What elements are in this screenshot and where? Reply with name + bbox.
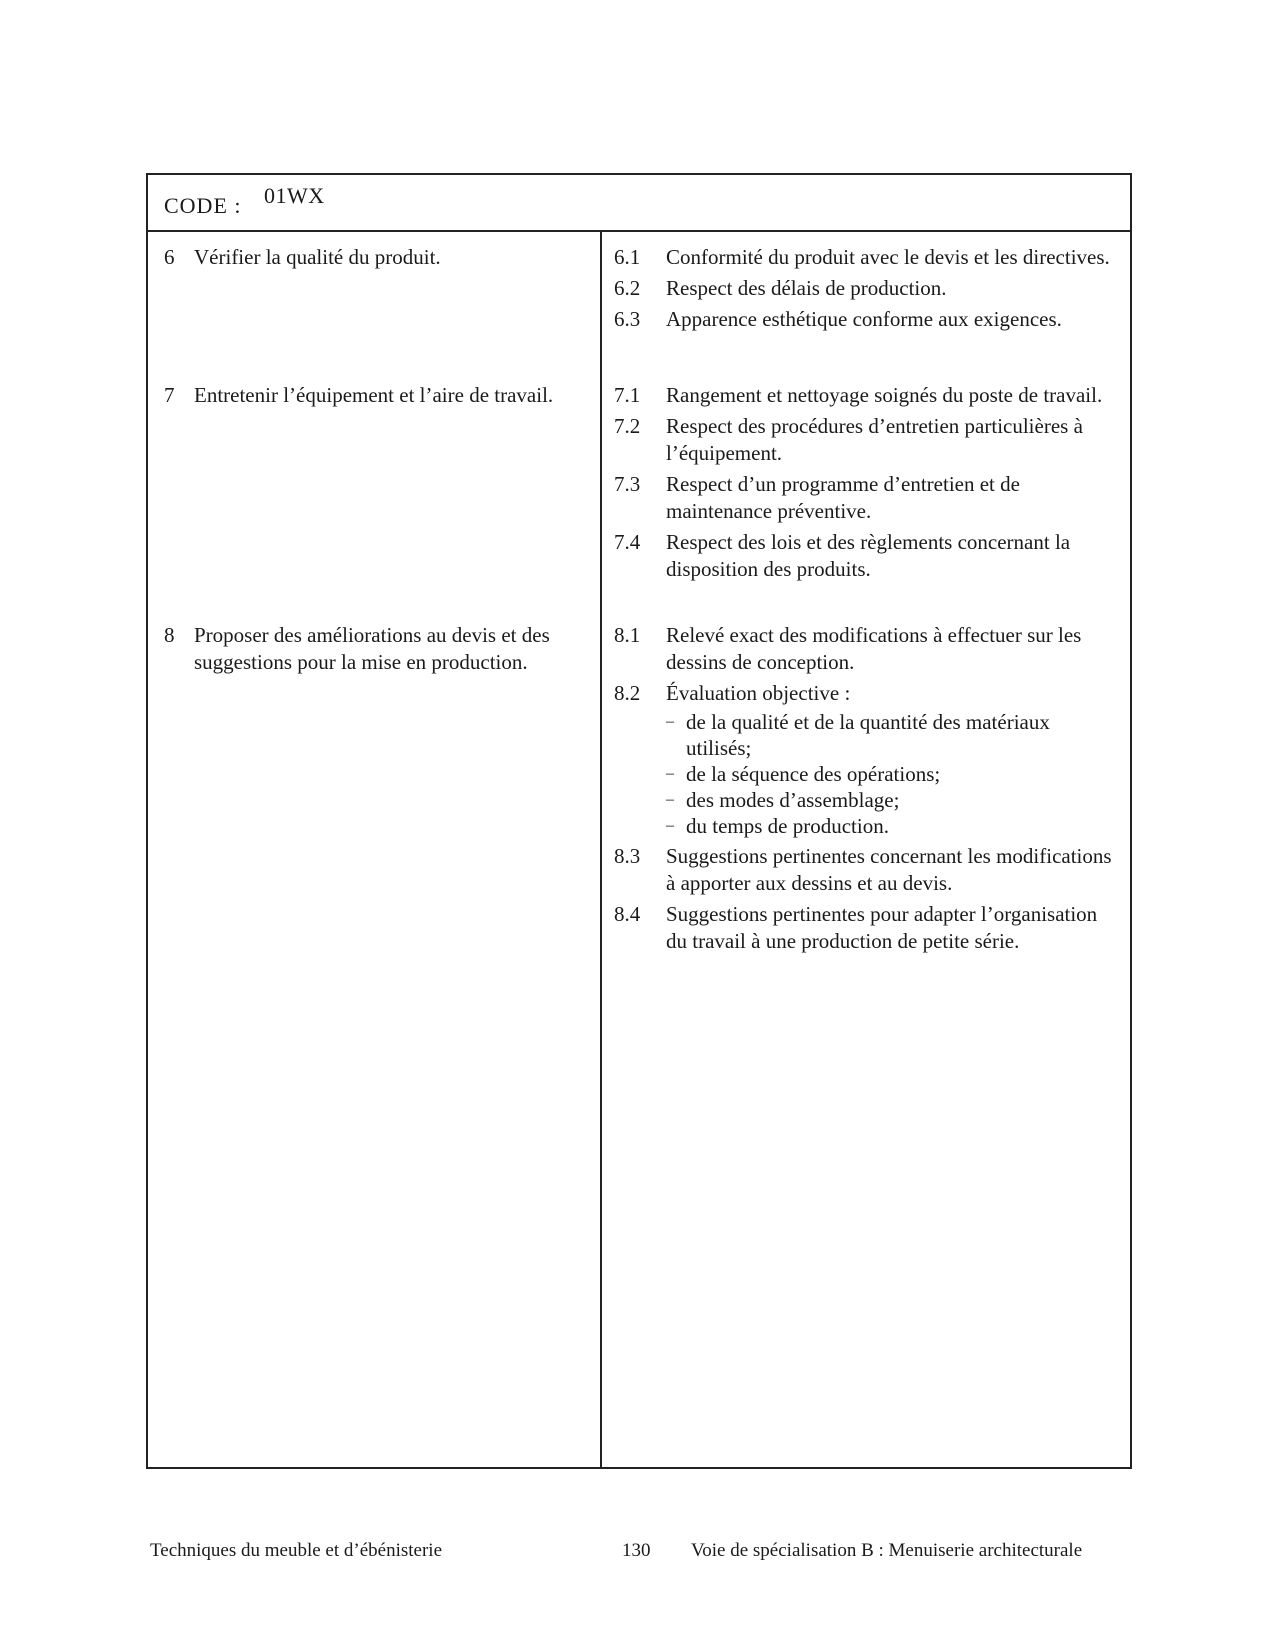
dash-bullet: –: [666, 817, 674, 834]
dash-bullet: –: [666, 791, 674, 808]
list-item: [666, 787, 1119, 813]
criterion-text: Relevé exact des modifications à effectuer sur les dessins de conception.: [666, 623, 1082, 674]
criterion-number: 7.2: [614, 414, 641, 438]
list-item: [666, 813, 1119, 839]
criterion-number: 7.3: [614, 472, 641, 496]
criteria-group-7: [614, 382, 1119, 587]
page-number: 130: [622, 1540, 651, 1561]
element-number: 8: [164, 623, 175, 647]
criterion-text: Conformité du produit avec le devis et les directives.: [666, 245, 1110, 269]
criterion-number: 6.3: [614, 307, 641, 331]
list-item-text: de la qualité et de la quantité des matériaux utilisés;: [686, 710, 1050, 760]
criterion-7-4: [614, 529, 1119, 583]
element-text: Entretenir l’équipement et l’aire de travail.: [194, 383, 554, 407]
element-7: [164, 382, 584, 409]
criterion-text: Suggestions pertinentes pour adapter l’organisation du travail à une production de petite série.: [666, 902, 1098, 953]
criterion-text: Suggestions pertinentes concernant les modifications à apporter aux dessins et au devis.: [666, 844, 1112, 895]
element-number: 7: [164, 383, 175, 407]
criterion-text: Apparence esthétique conforme aux exigences.: [666, 307, 1062, 331]
criteria-group-8: [614, 622, 1119, 959]
criterion-number: 8.2: [614, 681, 641, 705]
dash-bullet: –: [666, 713, 674, 730]
footer-specialization: Voie de spécialisation B : Menuiserie architecturale: [691, 1540, 1083, 1561]
list-item: [666, 761, 1119, 787]
criterion-text: Respect des délais de production.: [666, 276, 947, 300]
criterion-text: Rangement et nettoyage soignés du poste de travail.: [666, 383, 1103, 407]
code-label: CODE :: [164, 193, 242, 218]
criterion-7-1: [614, 382, 1119, 409]
criterion-8-3: [614, 843, 1119, 897]
criterion-7-2: [614, 413, 1119, 467]
criterion-8-4: [614, 901, 1119, 955]
criterion-8-1: [614, 622, 1119, 676]
criterion-7-3: [614, 471, 1119, 525]
criterion-number: 7.4: [614, 530, 641, 554]
element-text: Vérifier la qualité du produit.: [194, 245, 441, 269]
code-value: 01WX: [264, 183, 325, 208]
criterion-8-2-sublist: [666, 709, 1119, 839]
footer-program-title: Techniques du meuble et d’ébénisterie: [150, 1540, 443, 1561]
element-text: Proposer des améliorations au devis et des suggestions pour la mise en production.: [194, 623, 550, 674]
column-divider: [600, 232, 602, 1469]
criteria-group-6: [614, 244, 1119, 337]
criterion-text: Respect d’un programme d’entretien et de maintenance préventive.: [666, 472, 1020, 523]
list-item-text: des modes d’assemblage;: [686, 788, 900, 812]
criterion-6-3: [614, 306, 1119, 333]
criterion-6-1: [614, 244, 1119, 271]
dash-bullet: –: [666, 765, 674, 782]
criterion-number: 6.2: [614, 276, 641, 300]
list-item-text: de la séquence des opérations;: [686, 762, 941, 786]
element-6: [164, 244, 584, 271]
code-row: [148, 175, 1130, 232]
competency-table: [146, 173, 1132, 1469]
criterion-8-2: [614, 680, 1119, 839]
criterion-number: 8.1: [614, 623, 641, 647]
criterion-6-2: [614, 275, 1119, 302]
criterion-text: Évaluation objective :: [666, 681, 851, 705]
element-8: [164, 622, 584, 676]
criterion-number: 6.1: [614, 245, 641, 269]
element-number: 6: [164, 245, 175, 269]
criterion-text: Respect des procédures d’entretien particulières à l’équipement.: [666, 414, 1083, 465]
criterion-number: 8.4: [614, 902, 641, 926]
criterion-text: Respect des lois et des règlements concernant la disposition des produits.: [666, 530, 1071, 581]
list-item: [666, 709, 1119, 761]
list-item-text: du temps de production.: [686, 814, 889, 838]
criterion-number: 8.3: [614, 844, 641, 868]
criterion-number: 7.1: [614, 383, 641, 407]
